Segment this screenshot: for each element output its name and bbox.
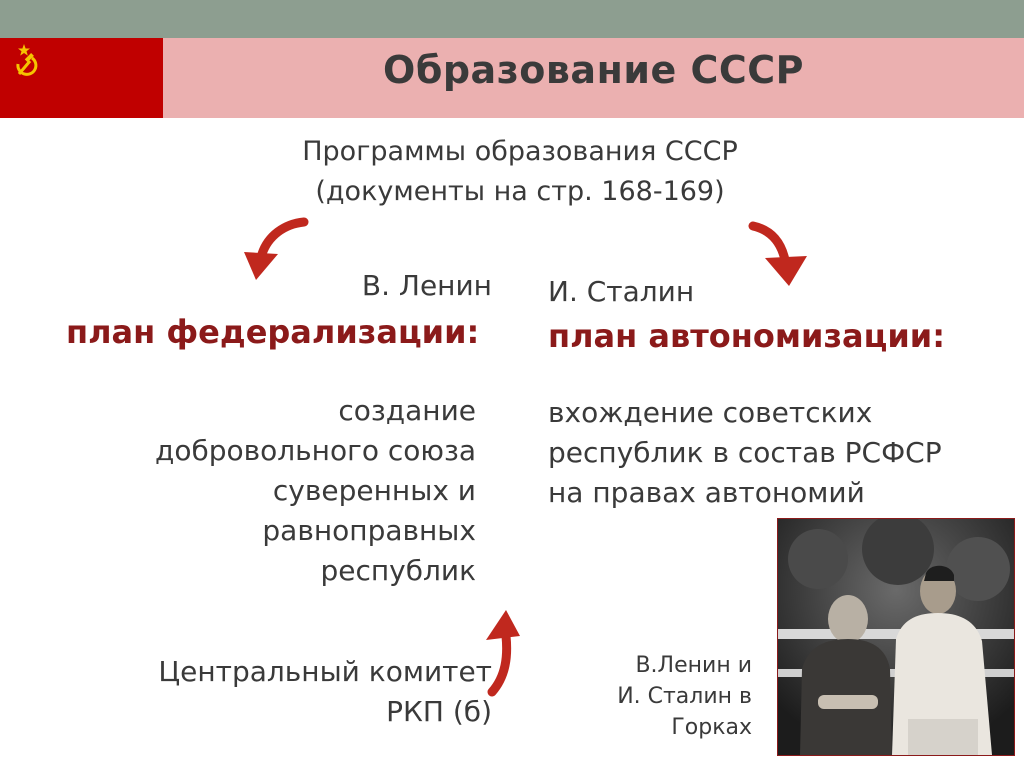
stalin-desc-line: на правах автономий	[548, 476, 865, 509]
lenin-desc-line: республик	[320, 554, 476, 587]
committee-line-1: Центральный комитет	[158, 655, 492, 688]
subtitle-line-2: (документы на стр. 168-169)	[315, 176, 725, 207]
stalin-plan: план автономизации:	[548, 317, 945, 355]
stalin-desc-line: вхождение советских	[548, 396, 873, 429]
lenin-stalin-photo	[777, 518, 1015, 756]
caption-line: И. Сталин в	[617, 684, 752, 709]
stalin-desc-line: республик в состав РСФСР	[548, 436, 942, 469]
lenin-desc-line: суверенных и	[272, 474, 476, 507]
lenin-desc-line: добровольного союза	[154, 434, 476, 467]
committee	[100, 652, 492, 732]
lenin-plan: план федерализации:	[66, 313, 480, 351]
page-title: Образование СССР	[383, 48, 804, 92]
top-bar	[0, 0, 1024, 38]
lenin-name: В. Ленин	[361, 269, 492, 302]
stalin-name: И. Сталин	[548, 275, 695, 308]
stalin-description	[548, 393, 942, 513]
photo-caption	[600, 650, 752, 743]
title-bar	[163, 38, 1024, 118]
hammer-sickle-star-icon	[10, 42, 46, 82]
caption-line: Горках	[671, 715, 752, 740]
subtitle	[200, 132, 840, 212]
committee-line-2: РКП (б)	[386, 695, 492, 728]
lenin-desc-line: создание	[338, 394, 476, 427]
caption-line: В.Ленин и	[635, 653, 752, 678]
soviet-flag	[0, 38, 163, 118]
lenin-desc-line: равноправных	[262, 514, 476, 547]
lenin-description	[80, 391, 476, 591]
curved-arrow-right-icon	[745, 216, 815, 292]
subtitle-line-1: Программы образования СССР	[302, 136, 738, 167]
